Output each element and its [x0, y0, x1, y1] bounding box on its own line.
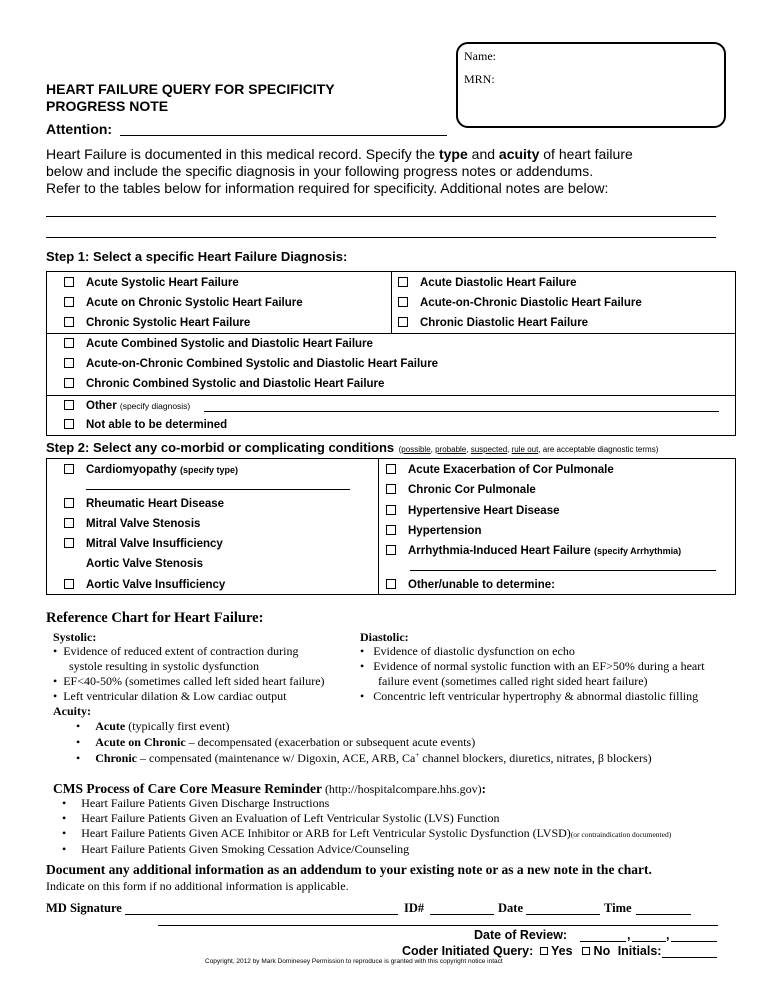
step2-option-hypertension[interactable]: Hypertension — [386, 525, 482, 537]
form-title-line1: HEART FAILURE QUERY FOR SPECIFICITY — [46, 81, 335, 97]
cms-heading: CMS Process of Care Core Measure Reminder (http://hospitalcompare.hhs.gov): — [53, 781, 486, 796]
checkbox[interactable] — [64, 317, 74, 327]
checkbox[interactable] — [64, 518, 74, 528]
checkbox[interactable] — [64, 419, 74, 429]
review-date-line-1[interactable] — [580, 941, 626, 942]
checkbox[interactable] — [64, 498, 74, 508]
copyright-note: Copyright, 2012 by Mark Dominesey Permission to reproduce is granted with this copyright notice intact — [205, 958, 503, 965]
cardiomyopathy-type-line[interactable] — [86, 489, 350, 490]
step2-option-other[interactable]: Other/unable to determine: — [386, 579, 555, 591]
step1-option-chronic-combined[interactable]: Chronic Combined Systolic and Diastolic Heart Failure — [64, 378, 384, 390]
checkbox[interactable] — [398, 317, 408, 327]
step1-option-acute-on-chronic-combined[interactable]: Acute-on-Chronic Combined Systolic and Diastolic Heart Failure — [64, 358, 438, 370]
checkbox[interactable] — [398, 277, 408, 287]
acuity-item-chronic: • Chronic – compensated (maintenance w/ Digoxin, ACE, ARB, Ca+ channel blockers, diuretics, nitrates, β blockers) — [76, 751, 652, 765]
notes-line-2[interactable] — [46, 237, 716, 238]
indicate-note: Indicate on this form if no additional information is applicable. — [46, 879, 349, 893]
initials-line[interactable] — [662, 957, 717, 958]
diastolic-item-2: • Evidence of normal systolic function with an EF>50% during a heart — [360, 659, 705, 673]
step2-option-acute-cor-pulmonale[interactable]: Acute Exacerbation of Cor Pulmonale — [386, 464, 614, 476]
review-date-sep-1: , — [627, 928, 631, 942]
step1-option-acute-on-chronic-systolic[interactable]: Acute on Chronic Systolic Heart Failure — [64, 297, 303, 309]
systolic-label: Systolic: — [53, 630, 97, 644]
systolic-item-1: • Evidence of reduced extent of contraction during — [53, 644, 299, 658]
cms-item-4: • Heart Failure Patients Given Smoking Cessation Advice/Counseling — [62, 842, 410, 856]
checkbox[interactable] — [64, 338, 74, 348]
diastolic-label: Diastolic: — [360, 630, 409, 644]
step1-option-other[interactable]: Other (specify diagnosis) — [64, 400, 190, 412]
step1-option-not-able[interactable]: Not able to be determined — [64, 419, 227, 431]
patient-id-box — [456, 42, 726, 128]
checkbox[interactable] — [64, 297, 74, 307]
step1-other-line[interactable] — [204, 411, 719, 412]
step1-option-acute-systolic[interactable]: Acute Systolic Heart Failure — [64, 277, 239, 289]
diastolic-item-2-cont: failure event (sometimes called right sided heart failure) — [378, 674, 648, 688]
checkbox[interactable] — [386, 464, 396, 474]
checkbox[interactable] — [386, 545, 396, 555]
coder-section-divider — [158, 925, 718, 926]
step1-row-divider-2 — [46, 395, 736, 396]
step2-option-cardiomyopathy[interactable]: Cardiomyopathy (specify type) — [64, 464, 238, 476]
step2-option-mitral-insufficiency[interactable]: Mitral Valve Insufficiency — [64, 538, 223, 550]
cms-item-1: • Heart Failure Patients Given Discharge Instructions — [62, 796, 330, 810]
step2-option-arrhythmia[interactable]: Arrhythmia-Induced Heart Failure (specify Arrhythmia) — [386, 545, 681, 557]
intro-line1: Heart Failure is documented in this medical record. Specify the type and acuity of heart failure — [46, 146, 633, 162]
checkbox[interactable] — [64, 358, 74, 368]
step1-option-chronic-systolic[interactable]: Chronic Systolic Heart Failure — [64, 317, 250, 329]
checkbox[interactable] — [64, 579, 74, 589]
acuity-label: Acuity: — [53, 704, 91, 718]
date-label: Date — [498, 901, 523, 915]
coder-query-row: Coder Initiated Query: Yes No Initials: — [402, 944, 662, 958]
id-line[interactable] — [430, 914, 494, 915]
diastolic-item-3: • Concentric left ventricular hypertrophy & abnormal diastolic filling — [360, 689, 699, 703]
step2-option-chronic-cor-pulmonale[interactable]: Chronic Cor Pulmonale — [386, 484, 536, 496]
checkbox[interactable] — [64, 277, 74, 287]
notes-line-1[interactable] — [46, 216, 716, 217]
diastolic-item-1: • Evidence of diastolic dysfunction on echo — [360, 644, 575, 658]
review-date-line-2[interactable] — [632, 941, 666, 942]
step1-col-divider — [391, 271, 392, 333]
cms-item-3: • Heart Failure Patients Given ACE Inhibitor or ARB for Left Ventricular Systolic Dysfunction (LVSD)(or contraindication documented) — [62, 826, 672, 840]
acuity-item-acute: • Acute (typically first event) — [76, 719, 230, 733]
checkbox[interactable] — [386, 525, 396, 535]
date-line[interactable] — [526, 914, 600, 915]
step2-col-divider — [378, 458, 379, 595]
systolic-item-2: • EF<40-50% (sometimes called left sided heart failure) — [53, 674, 325, 688]
step2-heading-row: Step 2: Select any co-morbid or complicating conditions (possible, probable, suspected, rule out, are acceptable diagnostic terms) — [46, 440, 659, 455]
checkbox[interactable] — [398, 297, 408, 307]
document-note: Document any additional information as an addendum to your existing note or as a new note in the chart. — [46, 862, 652, 877]
step2-option-aortic-stenosis[interactable]: Aortic Valve Stenosis — [86, 558, 203, 570]
reference-title: Reference Chart for Heart Failure: — [46, 610, 264, 626]
checkbox[interactable] — [64, 400, 74, 410]
md-signature-line[interactable] — [125, 914, 398, 915]
checkbox[interactable] — [64, 378, 74, 388]
step2-option-mitral-stenosis[interactable]: Mitral Valve Stenosis — [64, 518, 200, 530]
mrn-label: MRN: — [464, 72, 495, 86]
form-title-line2: PROGRESS NOTE — [46, 98, 169, 114]
checkbox[interactable] — [386, 505, 396, 515]
time-label: Time — [604, 901, 632, 915]
coder-no-checkbox[interactable] — [582, 947, 590, 955]
intro-line3: Refer to the tables below for information required for specificity. Additional notes are below: — [46, 180, 609, 196]
step1-row-divider-1 — [46, 333, 736, 334]
id-label: ID# — [404, 901, 425, 915]
checkbox[interactable] — [386, 579, 396, 589]
step1-option-acute-on-chronic-diastolic[interactable]: Acute-on-Chronic Diastolic Heart Failure — [398, 297, 642, 309]
checkbox[interactable] — [64, 464, 74, 474]
name-label: Name: — [464, 49, 496, 63]
coder-yes-checkbox[interactable] — [540, 947, 548, 955]
acuity-item-acute-on-chronic: • Acute on Chronic – decompensated (exacerbation or subsequent acute events) — [76, 735, 476, 749]
date-of-review-label: Date of Review: — [474, 928, 568, 942]
step1-option-acute-diastolic[interactable]: Acute Diastolic Heart Failure — [398, 277, 577, 289]
step2-option-rheumatic[interactable]: Rheumatic Heart Disease — [64, 498, 224, 510]
review-date-sep-2: , — [666, 928, 670, 942]
step2-option-hypertensive-heart[interactable]: Hypertensive Heart Disease — [386, 505, 560, 517]
step2-option-aortic-insufficiency[interactable]: Aortic Valve Insufficiency — [64, 579, 225, 591]
attention-label: Attention: — [46, 121, 113, 137]
attention-line[interactable] — [120, 135, 447, 136]
systolic-item-3: • Left ventricular dilation & Low cardiac output — [53, 689, 287, 703]
arrhythmia-type-line[interactable] — [410, 570, 716, 571]
checkbox[interactable] — [64, 538, 74, 548]
systolic-item-1-cont: systole resulting in systolic dysfunction — [69, 659, 259, 673]
review-date-line-3[interactable] — [671, 941, 717, 942]
step1-option-acute-combined[interactable]: Acute Combined Systolic and Diastolic Heart Failure — [64, 338, 373, 350]
step1-option-chronic-diastolic[interactable]: Chronic Diastolic Heart Failure — [398, 317, 588, 329]
md-signature-label: MD Signature — [46, 901, 122, 915]
cms-item-2: • Heart Failure Patients Given an Evaluation of Left Ventricular Systolic (LVS) Function — [62, 811, 500, 825]
time-line[interactable] — [636, 914, 691, 915]
intro-line2: below and include the specific diagnosis in your following progress notes or addendums. — [46, 163, 594, 179]
checkbox[interactable] — [386, 484, 396, 494]
step1-heading: Step 1: Select a specific Heart Failure Diagnosis: — [46, 249, 348, 264]
